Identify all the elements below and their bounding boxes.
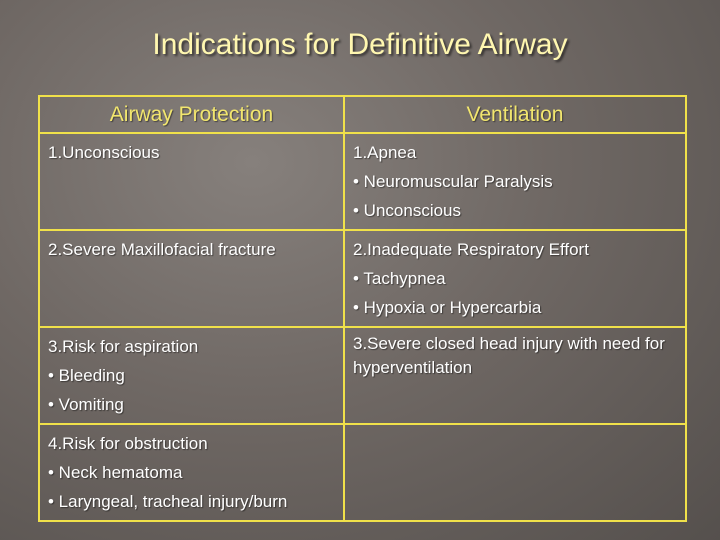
cell-line: 2.Inadequate Respiratory Effort [353, 240, 589, 259]
cell-line: • Bleeding [48, 366, 125, 385]
cell-line: • Unconscious [353, 201, 462, 220]
table-row [39, 230, 686, 327]
cell-line: 3.Risk for aspiration [48, 337, 199, 356]
cell-line: 1.Apnea [353, 143, 417, 162]
slide-title: Indications for Definitive Airway [152, 28, 568, 61]
cell-ventilation [344, 327, 686, 424]
cell-airway-protection [39, 230, 344, 327]
cell-line: 2.Severe Maxillofacial fracture [48, 240, 276, 259]
cell-ventilation [344, 230, 686, 327]
table-row [39, 327, 686, 424]
cell-airway-protection [39, 327, 344, 424]
table-header-row [39, 96, 686, 133]
cell-ventilation-empty [344, 424, 686, 521]
table-row [39, 424, 686, 521]
cell-line: • Neck hematoma [48, 463, 183, 482]
cell-ventilation [344, 133, 686, 230]
cell-line: 1.Unconscious [48, 143, 160, 162]
cell-line: 3.Severe closed head injury with need for hyperventilation [353, 334, 665, 377]
indications-table [38, 95, 687, 522]
header-ventilation: Ventilation [344, 96, 686, 133]
cell-line: • Tachypnea [353, 269, 446, 288]
cell-airway-protection [39, 424, 344, 521]
header-airway-protection: Airway Protection [39, 96, 344, 133]
cell-airway-protection [39, 133, 344, 230]
cell-line: • Laryngeal, tracheal injury/burn [48, 492, 288, 511]
cell-line: 4.Risk for obstruction [48, 434, 208, 453]
cell-line: • Hypoxia or Hypercarbia [353, 298, 542, 317]
cell-line: • Vomiting [48, 395, 124, 414]
table-row [39, 133, 686, 230]
cell-line: • Neuromuscular Paralysis [353, 172, 553, 191]
